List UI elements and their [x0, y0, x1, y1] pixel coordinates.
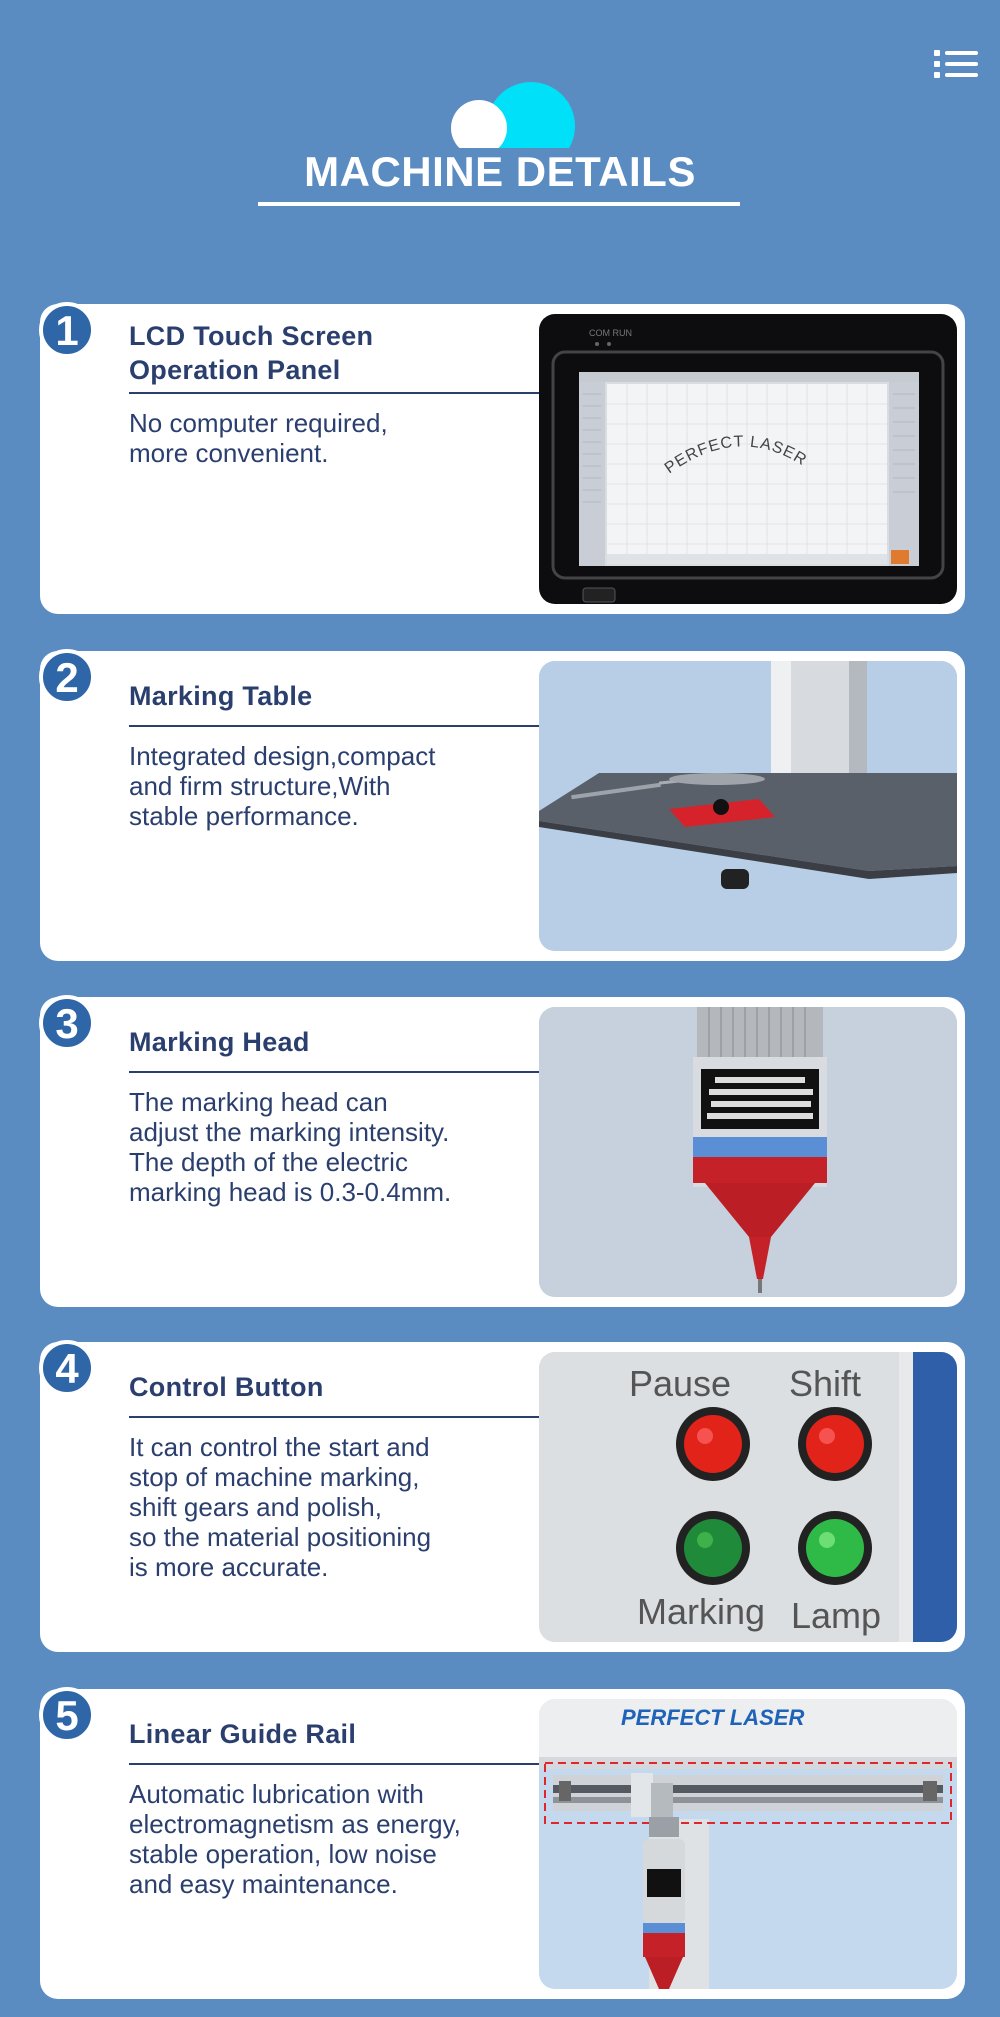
title-rule	[129, 1071, 539, 1073]
title-rule	[129, 392, 539, 394]
feature-card-1	[40, 304, 965, 614]
feature-title: Control Button	[129, 1372, 324, 1402]
title-rule	[129, 1416, 539, 1418]
marking-label: Marking	[637, 1591, 766, 1632]
feature-card-2	[40, 651, 965, 961]
marking-table-photo	[539, 661, 957, 951]
page-title: MACHINE DETAILS	[304, 148, 696, 195]
step-number-badge: 5	[39, 1687, 95, 1743]
feature-card-3	[40, 997, 965, 1307]
feature-title: Marking Table	[129, 681, 313, 711]
lamp-label: Lamp	[791, 1595, 882, 1636]
feature-description: No computer required, more convenient.	[129, 408, 388, 468]
control-buttons-photo	[539, 1352, 957, 1642]
screen-status-label: COM RUN	[589, 328, 632, 338]
feature-description: Integrated design,compact and firm structure,With stable performance.	[129, 741, 436, 831]
feature-title: Marking Head	[129, 1027, 310, 1057]
step-number-badge: 3	[39, 995, 95, 1051]
feature-description: The marking head can adjust the marking intensity. The depth of the electric marking head is 0.3-0.4mm.	[129, 1087, 452, 1207]
feature-title: LCD Touch Screen Operation Panel	[129, 321, 374, 385]
pause-label: Pause	[629, 1363, 732, 1404]
feature-card-5	[40, 1689, 965, 1999]
lcd-touch-screen-photo	[539, 314, 957, 604]
title-rule	[129, 725, 539, 727]
step-number-badge: 1	[39, 302, 95, 358]
linear-guide-rail-photo	[539, 1699, 957, 1989]
feature-card-4	[40, 1342, 965, 1652]
step-number-badge: 4	[39, 1340, 95, 1396]
feature-description: It can control the start and stop of machine marking, shift gears and polish, so the material positioning is more accurate.	[129, 1432, 432, 1582]
brand-logo-text: PERFECT LASER	[621, 1705, 805, 1730]
marking-head-photo	[539, 1007, 957, 1297]
step-number-badge: 2	[39, 649, 95, 705]
header	[0, 0, 1000, 220]
title-rule	[129, 1763, 539, 1765]
screen-arc-text: PERFECT LASER	[661, 433, 810, 478]
list-menu-icon[interactable]	[934, 50, 978, 86]
shift-label: Shift	[789, 1363, 862, 1404]
feature-description: Automatic lubrication with electromagnetism as energy, stable operation, low noise and easy maintenance.	[129, 1779, 461, 1899]
title-underline	[258, 202, 740, 206]
feature-title: Linear Guide Rail	[129, 1719, 357, 1749]
